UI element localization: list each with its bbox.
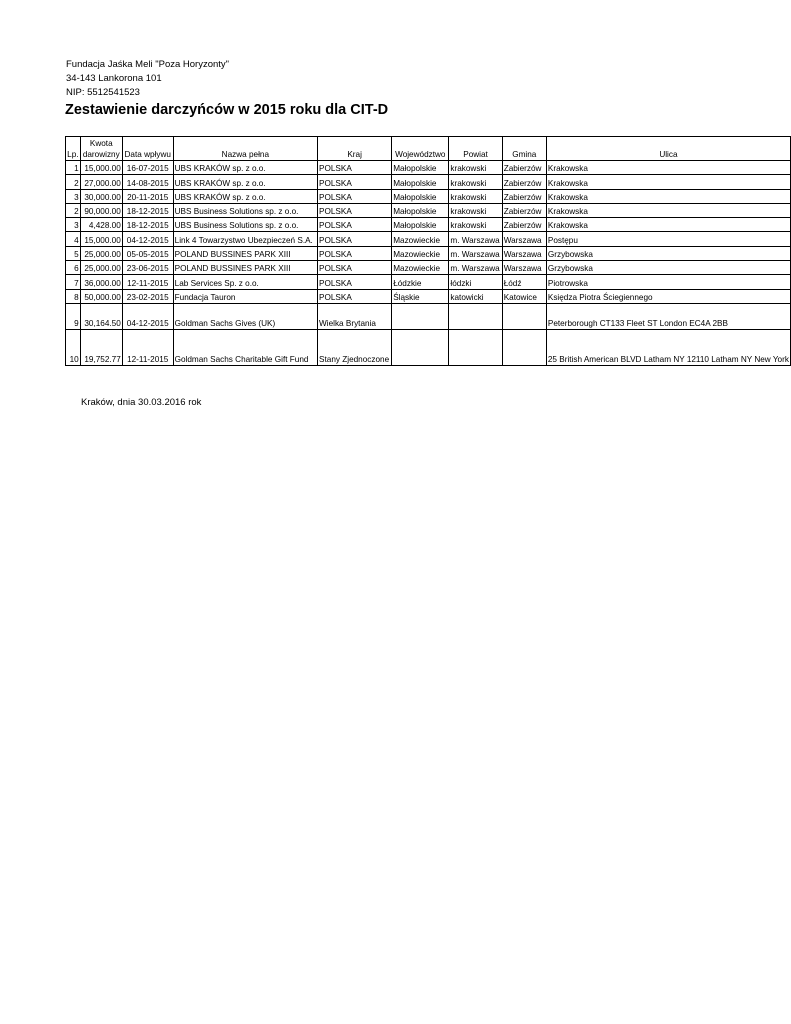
cell-data: 12-11-2015 [122, 329, 173, 365]
cell-nazwa: Goldman Sachs Gives (UK) [173, 303, 317, 329]
cell-lp: 1 [66, 161, 81, 175]
cell-ulica: Krakowska [546, 175, 790, 189]
cell-data: 04-12-2015 [122, 232, 173, 246]
table-row [66, 329, 791, 365]
cell-data: 18-12-2015 [122, 203, 173, 217]
place-and-date: Kraków, dnia 30.03.2016 rok [81, 397, 202, 408]
cell-data: 05-05-2015 [122, 246, 173, 260]
cell-wojewodztwo [392, 303, 449, 329]
cell-data: 14-08-2015 [122, 175, 173, 189]
cell-powiat: krakowski [449, 189, 502, 203]
cell-lp: 5 [66, 246, 81, 260]
cell-ulica: Księdza Piotra Ściegiennego [546, 289, 790, 303]
cell-lp: 2 [66, 203, 81, 217]
cell-lp: 4 [66, 232, 81, 246]
cell-gmina: Katowice [502, 289, 546, 303]
cell-ulica: Grzybowska [546, 246, 790, 260]
cell-kwota: 25,000.00 [80, 261, 122, 275]
cell-wojewodztwo: Małopolskie [392, 218, 449, 232]
cell-kwota: 30,164.50 [80, 303, 122, 329]
cell-wojewodztwo: Mazowieckie [392, 246, 449, 260]
cell-wojewodztwo [392, 329, 449, 365]
cell-gmina: Zabierzów [502, 161, 546, 175]
cell-kwota: 90,000.00 [80, 203, 122, 217]
cell-ulica: Peterborough CT133 Fleet ST London EC4A 2BB [546, 303, 790, 329]
cell-ulica: Grzybowska [546, 261, 790, 275]
cell-data: 16-07-2015 [122, 161, 173, 175]
cell-powiat [449, 329, 502, 365]
organization-address: 34-143 Lankorona 101 [66, 73, 162, 84]
column-header-data: Data wpływu [122, 137, 173, 161]
cell-kwota: 25,000.00 [80, 246, 122, 260]
cell-ulica: Krakowska [546, 189, 790, 203]
cell-wojewodztwo: Małopolskie [392, 203, 449, 217]
table-header-row [66, 137, 791, 161]
column-header-nazwa: Nazwa pełna [173, 137, 317, 161]
cell-gmina: Zabierzów [502, 189, 546, 203]
cell-kwota: 27,000.00 [80, 175, 122, 189]
cell-kraj: POLSKA [318, 175, 392, 189]
cell-kwota: 36,000.00 [80, 275, 122, 289]
cell-gmina [502, 303, 546, 329]
cell-ulica: 25 British American BLVD Latham NY 12110 Latham NY New York [546, 329, 790, 365]
cell-kraj: POLSKA [318, 203, 392, 217]
cell-data: 12-11-2015 [122, 275, 173, 289]
cell-nazwa: Goldman Sachs Charitable Gift Fund [173, 329, 317, 365]
cell-gmina: Łódź [502, 275, 546, 289]
cell-nazwa: Fundacja Tauron [173, 289, 317, 303]
cell-wojewodztwo: Mazowieckie [392, 232, 449, 246]
cell-powiat: łódzki [449, 275, 502, 289]
cell-kwota: 19,752.77 [80, 329, 122, 365]
cell-wojewodztwo: Śląskie [392, 289, 449, 303]
cell-ulica: Krakowska [546, 203, 790, 217]
cell-data: 18-12-2015 [122, 218, 173, 232]
table-row [66, 303, 791, 329]
column-header-lp: Lp. [66, 137, 81, 161]
table-row [66, 203, 791, 217]
cell-lp: 7 [66, 275, 81, 289]
cell-kraj: POLSKA [318, 246, 392, 260]
cell-powiat: krakowski [449, 218, 502, 232]
organization-name: Fundacja Jaśka Meli "Poza Horyzonty" [66, 59, 230, 70]
column-header-powiat: Powiat [449, 137, 502, 161]
cell-kwota: 30,000.00 [80, 189, 122, 203]
table-body [66, 161, 791, 366]
cell-gmina: Warszawa [502, 232, 546, 246]
cell-ulica: Krakowska [546, 218, 790, 232]
table-row [66, 246, 791, 260]
cell-nazwa: UBS Business Solutions sp. z o.o. [173, 218, 317, 232]
donors-table [65, 136, 791, 366]
column-header-gmina: Gmina [502, 137, 546, 161]
cell-wojewodztwo: Mazowieckie [392, 261, 449, 275]
cell-gmina: Zabierzów [502, 175, 546, 189]
column-header-kwota [80, 137, 122, 161]
cell-gmina: Zabierzów [502, 218, 546, 232]
cell-kraj: POLSKA [318, 275, 392, 289]
cell-ulica: Postępu [546, 232, 790, 246]
cell-gmina: Zabierzów [502, 203, 546, 217]
cell-data: 04-12-2015 [122, 303, 173, 329]
cell-gmina: Warszawa [502, 246, 546, 260]
cell-nazwa: UBS KRAKÓW sp. z o.o. [173, 161, 317, 175]
cell-kraj: Wielka Brytania [318, 303, 392, 329]
cell-nazwa: UBS KRAKÓW sp. z o.o. [173, 189, 317, 203]
cell-kwota: 50,000.00 [80, 289, 122, 303]
cell-powiat [449, 303, 502, 329]
cell-data: 23-06-2015 [122, 261, 173, 275]
cell-kraj: POLSKA [318, 189, 392, 203]
cell-kraj: POLSKA [318, 289, 392, 303]
table-row [66, 261, 791, 275]
page-title: Zestawienie darczyńców w 2015 roku dla CIT-D [65, 102, 389, 118]
table-row [66, 289, 791, 303]
column-header-kwota-line2: darowizny [82, 150, 120, 159]
cell-nazwa: POLAND BUSSINES PARK XIII [173, 246, 317, 260]
cell-powiat: m. Warszawa [449, 232, 502, 246]
cell-powiat: katowicki [449, 289, 502, 303]
table-row [66, 189, 791, 203]
cell-ulica: Piotrowska [546, 275, 790, 289]
cell-nazwa: UBS Business Solutions sp. z o.o. [173, 203, 317, 217]
cell-wojewodztwo: Małopolskie [392, 175, 449, 189]
cell-powiat: krakowski [449, 161, 502, 175]
cell-kwota: 15,000.00 [80, 161, 122, 175]
table-row [66, 275, 791, 289]
cell-wojewodztwo: Małopolskie [392, 189, 449, 203]
column-header-kraj: Kraj [318, 137, 392, 161]
cell-nazwa: POLAND BUSSINES PARK XIII [173, 261, 317, 275]
cell-nazwa: UBS KRAKÓW sp. z o.o. [173, 175, 317, 189]
cell-powiat: krakowski [449, 175, 502, 189]
cell-gmina: Warszawa [502, 261, 546, 275]
cell-ulica: Krakowska [546, 161, 790, 175]
cell-data: 20-11-2015 [122, 189, 173, 203]
cell-kwota: 4,428.00 [80, 218, 122, 232]
cell-kraj: Stany Zjednoczone [318, 329, 392, 365]
cell-lp: 2 [66, 175, 81, 189]
column-header-kwota-line1: Kwota [89, 139, 113, 148]
cell-kraj: POLSKA [318, 161, 392, 175]
organization-nip: NIP: 5512541523 [66, 87, 140, 98]
cell-powiat: krakowski [449, 203, 502, 217]
cell-lp: 9 [66, 303, 81, 329]
cell-nazwa: Lab Services Sp. z o.o. [173, 275, 317, 289]
table-row [66, 232, 791, 246]
cell-lp: 6 [66, 261, 81, 275]
column-header-wojewodztwo: Województwo [392, 137, 449, 161]
cell-gmina [502, 329, 546, 365]
table-row [66, 218, 791, 232]
cell-wojewodztwo: Łódzkie [392, 275, 449, 289]
table-row [66, 175, 791, 189]
table-row [66, 161, 791, 175]
cell-kwota: 15,000.00 [80, 232, 122, 246]
cell-kraj: POLSKA [318, 218, 392, 232]
cell-lp: 3 [66, 218, 81, 232]
cell-powiat: m. Warszawa [449, 261, 502, 275]
cell-lp: 3 [66, 189, 81, 203]
cell-lp: 10 [66, 329, 81, 365]
cell-lp: 8 [66, 289, 81, 303]
cell-kraj: POLSKA [318, 261, 392, 275]
cell-nazwa: Link 4 Towarzystwo Ubezpieczeń S.A. [173, 232, 317, 246]
column-header-ulica: Ulica [546, 137, 790, 161]
cell-data: 23-02-2015 [122, 289, 173, 303]
cell-powiat: m. Warszawa [449, 246, 502, 260]
cell-kraj: POLSKA [318, 232, 392, 246]
cell-wojewodztwo: Małopolskie [392, 161, 449, 175]
